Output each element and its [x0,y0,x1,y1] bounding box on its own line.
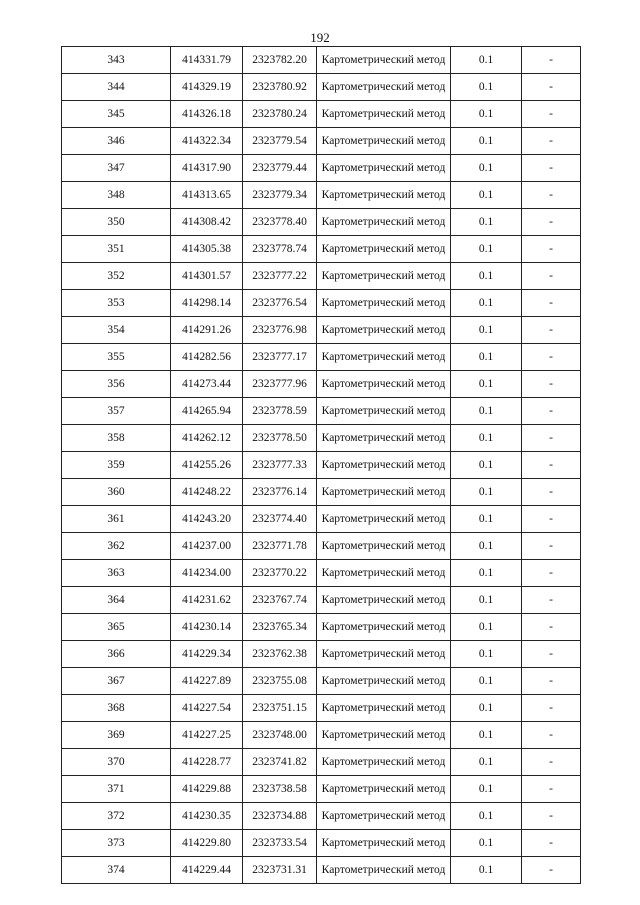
method-cell: Картометрический метод [317,290,451,317]
point-number-cell: 366 [62,641,171,668]
note-cell: - [522,371,581,398]
y-coordinate-cell: 2323782.20 [243,47,317,74]
point-number-cell: 367 [62,668,171,695]
note-cell: - [522,749,581,776]
table-row [62,344,581,371]
method-cell: Картометрический метод [317,317,451,344]
x-coordinate-cell: 414329.19 [171,74,243,101]
y-coordinate-cell: 2323780.92 [243,74,317,101]
accuracy-cell: 0.1 [451,398,522,425]
x-coordinate-cell: 414308.42 [171,209,243,236]
y-coordinate-cell: 2323777.22 [243,263,317,290]
y-coordinate-cell: 2323738.58 [243,776,317,803]
method-cell: Картометрический метод [317,155,451,182]
x-coordinate-cell: 414298.14 [171,290,243,317]
y-coordinate-cell: 2323777.33 [243,452,317,479]
point-number-cell: 354 [62,317,171,344]
accuracy-cell: 0.1 [451,830,522,857]
y-coordinate-cell: 2323731.31 [243,857,317,884]
point-number-cell: 346 [62,128,171,155]
note-cell: - [522,614,581,641]
point-number-cell: 361 [62,506,171,533]
x-coordinate-cell: 414265.94 [171,398,243,425]
x-coordinate-cell: 414227.89 [171,668,243,695]
method-cell: Картометрический метод [317,803,451,830]
table-row [62,722,581,749]
point-number-cell: 360 [62,479,171,506]
x-coordinate-cell: 414228.77 [171,749,243,776]
y-coordinate-cell: 2323748.00 [243,722,317,749]
method-cell: Картометрический метод [317,506,451,533]
page-number: 192 [310,30,330,45]
note-cell: - [522,587,581,614]
table-row [62,398,581,425]
table-row [62,182,581,209]
x-coordinate-cell: 414282.56 [171,344,243,371]
y-coordinate-cell: 2323776.14 [243,479,317,506]
method-cell: Картометрический метод [317,74,451,101]
point-number-cell: 345 [62,101,171,128]
point-number-cell: 363 [62,560,171,587]
y-coordinate-cell: 2323751.15 [243,695,317,722]
table-row [62,236,581,263]
point-number-cell: 369 [62,722,171,749]
accuracy-cell: 0.1 [451,560,522,587]
method-cell: Картометрический метод [317,452,451,479]
accuracy-cell: 0.1 [451,695,522,722]
y-coordinate-cell: 2323741.82 [243,749,317,776]
accuracy-cell: 0.1 [451,74,522,101]
x-coordinate-cell: 414231.62 [171,587,243,614]
table-body [62,47,581,884]
table-row [62,128,581,155]
x-coordinate-cell: 414248.22 [171,479,243,506]
y-coordinate-cell: 2323777.96 [243,371,317,398]
point-number-cell: 355 [62,344,171,371]
table-row [62,47,581,74]
accuracy-cell: 0.1 [451,155,522,182]
note-cell: - [522,290,581,317]
method-cell: Картометрический метод [317,236,451,263]
note-cell: - [522,155,581,182]
accuracy-cell: 0.1 [451,641,522,668]
accuracy-cell: 0.1 [451,290,522,317]
accuracy-cell: 0.1 [451,263,522,290]
table-row [62,425,581,452]
note-cell: - [522,101,581,128]
note-cell: - [522,506,581,533]
table-row [62,641,581,668]
method-cell: Картометрический метод [317,857,451,884]
x-coordinate-cell: 414291.26 [171,317,243,344]
method-cell: Картометрический метод [317,533,451,560]
accuracy-cell: 0.1 [451,749,522,776]
point-number-cell: 347 [62,155,171,182]
x-coordinate-cell: 414317.90 [171,155,243,182]
x-coordinate-cell: 414234.00 [171,560,243,587]
method-cell: Картометрический метод [317,479,451,506]
method-cell: Картометрический метод [317,749,451,776]
table-row [62,101,581,128]
note-cell: - [522,425,581,452]
method-cell: Картометрический метод [317,560,451,587]
note-cell: - [522,317,581,344]
table-row [62,155,581,182]
x-coordinate-cell: 414322.34 [171,128,243,155]
method-cell: Картометрический метод [317,263,451,290]
table-row [62,587,581,614]
point-number-cell: 343 [62,47,171,74]
table-row [62,263,581,290]
method-cell: Картометрический метод [317,209,451,236]
table-row [62,695,581,722]
table-row [62,668,581,695]
note-cell: - [522,128,581,155]
note-cell: - [522,47,581,74]
method-cell: Картометрический метод [317,371,451,398]
note-cell: - [522,209,581,236]
point-number-cell: 368 [62,695,171,722]
accuracy-cell: 0.1 [451,101,522,128]
point-number-cell: 362 [62,533,171,560]
x-coordinate-cell: 414326.18 [171,101,243,128]
accuracy-cell: 0.1 [451,857,522,884]
point-number-cell: 364 [62,587,171,614]
x-coordinate-cell: 414229.88 [171,776,243,803]
point-number-cell: 352 [62,263,171,290]
point-number-cell: 365 [62,614,171,641]
y-coordinate-cell: 2323778.40 [243,209,317,236]
note-cell: - [522,668,581,695]
point-number-cell: 356 [62,371,171,398]
table-row [62,74,581,101]
x-coordinate-cell: 414305.38 [171,236,243,263]
note-cell: - [522,263,581,290]
accuracy-cell: 0.1 [451,182,522,209]
y-coordinate-cell: 2323779.44 [243,155,317,182]
method-cell: Картометрический метод [317,398,451,425]
x-coordinate-cell: 414313.65 [171,182,243,209]
table-row [62,317,581,344]
accuracy-cell: 0.1 [451,371,522,398]
y-coordinate-cell: 2323774.40 [243,506,317,533]
point-number-cell: 344 [62,74,171,101]
table-row [62,452,581,479]
point-number-cell: 348 [62,182,171,209]
accuracy-cell: 0.1 [451,236,522,263]
y-coordinate-cell: 2323780.24 [243,101,317,128]
x-coordinate-cell: 414331.79 [171,47,243,74]
method-cell: Картометрический метод [317,722,451,749]
table-row [62,830,581,857]
method-cell: Картометрический метод [317,101,451,128]
note-cell: - [522,182,581,209]
note-cell: - [522,344,581,371]
table-row [62,209,581,236]
method-cell: Картометрический метод [317,641,451,668]
method-cell: Картометрический метод [317,47,451,74]
note-cell: - [522,695,581,722]
note-cell: - [522,803,581,830]
y-coordinate-cell: 2323734.88 [243,803,317,830]
y-coordinate-cell: 2323778.74 [243,236,317,263]
x-coordinate-cell: 414237.00 [171,533,243,560]
accuracy-cell: 0.1 [451,344,522,371]
y-coordinate-cell: 2323779.54 [243,128,317,155]
accuracy-cell: 0.1 [451,506,522,533]
y-coordinate-cell: 2323778.59 [243,398,317,425]
note-cell: - [522,74,581,101]
table-row [62,560,581,587]
y-coordinate-cell: 2323778.50 [243,425,317,452]
y-coordinate-cell: 2323733.54 [243,830,317,857]
note-cell: - [522,533,581,560]
note-cell: - [522,398,581,425]
point-number-cell: 371 [62,776,171,803]
y-coordinate-cell: 2323777.17 [243,344,317,371]
x-coordinate-cell: 414301.57 [171,263,243,290]
note-cell: - [522,479,581,506]
table-row [62,803,581,830]
point-number-cell: 351 [62,236,171,263]
table-row [62,776,581,803]
method-cell: Картометрический метод [317,614,451,641]
point-number-cell: 350 [62,209,171,236]
point-number-cell: 359 [62,452,171,479]
accuracy-cell: 0.1 [451,425,522,452]
x-coordinate-cell: 414227.25 [171,722,243,749]
point-number-cell: 374 [62,857,171,884]
table-row [62,479,581,506]
y-coordinate-cell: 2323767.74 [243,587,317,614]
note-cell: - [522,830,581,857]
accuracy-cell: 0.1 [451,47,522,74]
accuracy-cell: 0.1 [451,614,522,641]
point-number-cell: 370 [62,749,171,776]
y-coordinate-cell: 2323771.78 [243,533,317,560]
table-row [62,371,581,398]
method-cell: Картометрический метод [317,587,451,614]
note-cell: - [522,236,581,263]
x-coordinate-cell: 414227.54 [171,695,243,722]
x-coordinate-cell: 414230.14 [171,614,243,641]
x-coordinate-cell: 414273.44 [171,371,243,398]
point-number-cell: 353 [62,290,171,317]
y-coordinate-cell: 2323762.38 [243,641,317,668]
accuracy-cell: 0.1 [451,668,522,695]
x-coordinate-cell: 414230.35 [171,803,243,830]
table-row [62,614,581,641]
accuracy-cell: 0.1 [451,209,522,236]
note-cell: - [522,857,581,884]
note-cell: - [522,560,581,587]
point-number-cell: 373 [62,830,171,857]
accuracy-cell: 0.1 [451,722,522,749]
method-cell: Картометрический метод [317,776,451,803]
point-number-cell: 357 [62,398,171,425]
y-coordinate-cell: 2323776.98 [243,317,317,344]
accuracy-cell: 0.1 [451,479,522,506]
x-coordinate-cell: 414262.12 [171,425,243,452]
accuracy-cell: 0.1 [451,803,522,830]
x-coordinate-cell: 414229.44 [171,857,243,884]
y-coordinate-cell: 2323770.22 [243,560,317,587]
x-coordinate-cell: 414229.80 [171,830,243,857]
method-cell: Картометрический метод [317,830,451,857]
y-coordinate-cell: 2323755.08 [243,668,317,695]
note-cell: - [522,776,581,803]
table-row [62,533,581,560]
table-row [62,857,581,884]
method-cell: Картометрический метод [317,668,451,695]
note-cell: - [522,641,581,668]
table-row [62,749,581,776]
coordinates-table [61,46,581,884]
note-cell: - [522,722,581,749]
y-coordinate-cell: 2323779.34 [243,182,317,209]
accuracy-cell: 0.1 [451,587,522,614]
x-coordinate-cell: 414243.20 [171,506,243,533]
accuracy-cell: 0.1 [451,317,522,344]
y-coordinate-cell: 2323776.54 [243,290,317,317]
x-coordinate-cell: 414229.34 [171,641,243,668]
accuracy-cell: 0.1 [451,776,522,803]
method-cell: Картометрический метод [317,128,451,155]
method-cell: Картометрический метод [317,425,451,452]
method-cell: Картометрический метод [317,695,451,722]
y-coordinate-cell: 2323765.34 [243,614,317,641]
accuracy-cell: 0.1 [451,128,522,155]
method-cell: Картометрический метод [317,182,451,209]
x-coordinate-cell: 414255.26 [171,452,243,479]
point-number-cell: 372 [62,803,171,830]
note-cell: - [522,452,581,479]
accuracy-cell: 0.1 [451,452,522,479]
method-cell: Картометрический метод [317,344,451,371]
point-number-cell: 358 [62,425,171,452]
table-row [62,290,581,317]
table-row [62,506,581,533]
accuracy-cell: 0.1 [451,533,522,560]
